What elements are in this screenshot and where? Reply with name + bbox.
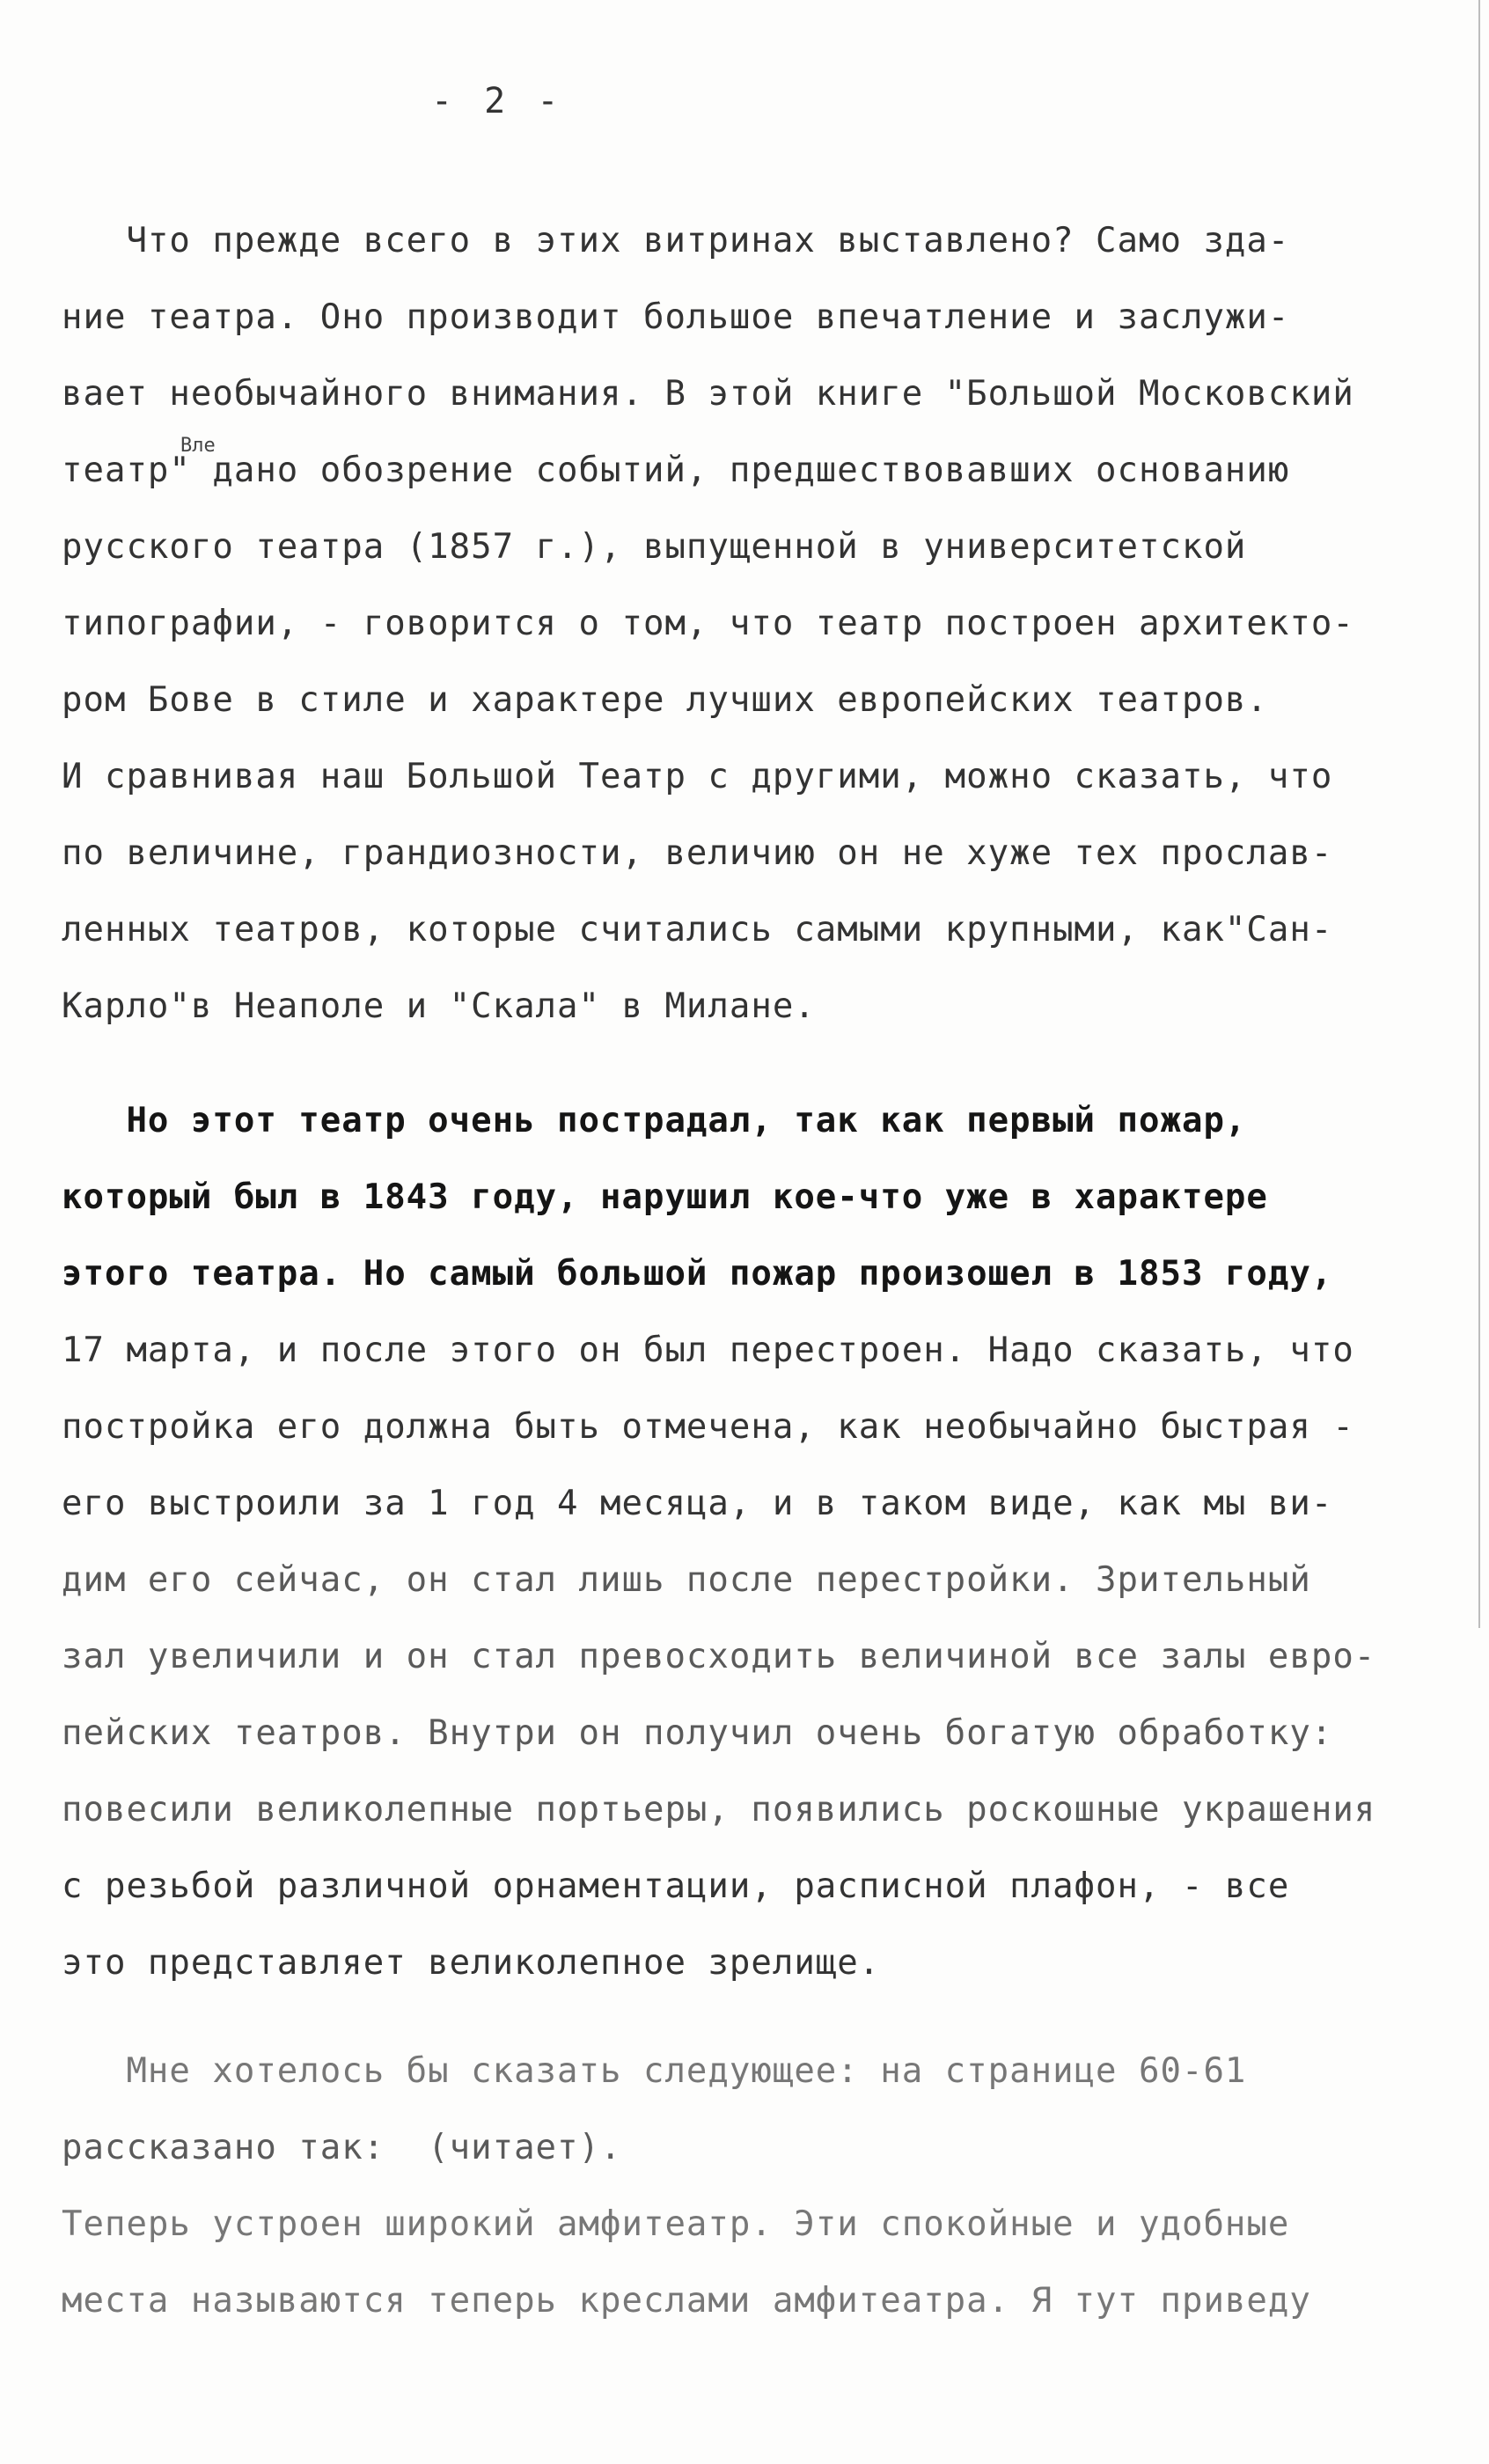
text-line: по величине, грандиозности, величию он не хуже тех прослав-: [62, 833, 1333, 873]
text-line: Мне хотелось бы сказать следующее: на странице 60-61: [62, 2051, 1247, 2091]
text-line: который был в 1843 году, нарушил кое-что уже в характере: [62, 1177, 1268, 1217]
text-line: Но этот театр очень пострадал, так как первый пожар,: [62, 1101, 1247, 1140]
handwritten-insertion-note: Вле: [180, 435, 216, 457]
text-line: И сравнивая наш Большой Театр с другими, можно сказать, что: [62, 757, 1333, 796]
text-line: Что прежде всего в этих витринах выставлено? Само зда-: [62, 221, 1290, 260]
text-line: дим его сейчас, он стал лишь после перестройки. Зрительный: [62, 1560, 1311, 1600]
text-line: 17 марта, и после этого он был перестроен. Надо сказать, что: [62, 1331, 1354, 1370]
text-line: ленных театров, которые считались самыми крупными, как"Сан-: [62, 910, 1333, 950]
text-line: ние театра. Оно производит большое впечатление и заслужи-: [62, 297, 1290, 337]
text-line: этого театра. Но самый большой пожар произошел в 1853 году,: [62, 1254, 1333, 1294]
text-line: постройка его должна быть отмечена, как необычайно быстрая -: [62, 1407, 1354, 1447]
text-line: типографии, - говорится о том, что театр построен архитекто-: [62, 604, 1354, 643]
text-line: с резьбой различной орнаментации, расписной плафон, - все: [62, 1866, 1290, 1906]
text-line: вает необычайного внимания. В этой книге "Большой Московский: [62, 374, 1354, 414]
text-line: это представляет великолепное зрелище.: [62, 1943, 881, 1983]
text-line: театр" дано обозрение событий, предшествовавших основанию: [62, 451, 1290, 490]
page-number: - 2 -: [431, 81, 564, 121]
text-line: русского театра (1857 г.), выпущенной в университетской: [62, 527, 1247, 567]
text-line: зал увеличили и он стал превосходить величиной все залы евро-: [62, 1637, 1376, 1676]
text-line: его выстроили за 1 год 4 месяца, и в таком виде, как мы ви-: [62, 1484, 1333, 1523]
text-line: места называются теперь креслами амфитеатра. Я тут приведу: [62, 2281, 1311, 2321]
text-line: Теперь устроен широкий амфитеатр. Эти спокойные и удобные: [62, 2204, 1290, 2244]
text-line: повесили великолепные портьеры, появились роскошные украшения: [62, 1790, 1376, 1830]
text-line: рассказано так: (читает).: [62, 2128, 622, 2167]
text-line: пейских театров. Внутри он получил очень богатую обработку:: [62, 1713, 1333, 1753]
page-edge-line: [1478, 0, 1480, 1628]
text-line: Карло"в Неаполе и "Скала" в Милане.: [62, 986, 816, 1026]
text-line: ром Бове в стиле и характере лучших европейских театров.: [62, 680, 1268, 720]
